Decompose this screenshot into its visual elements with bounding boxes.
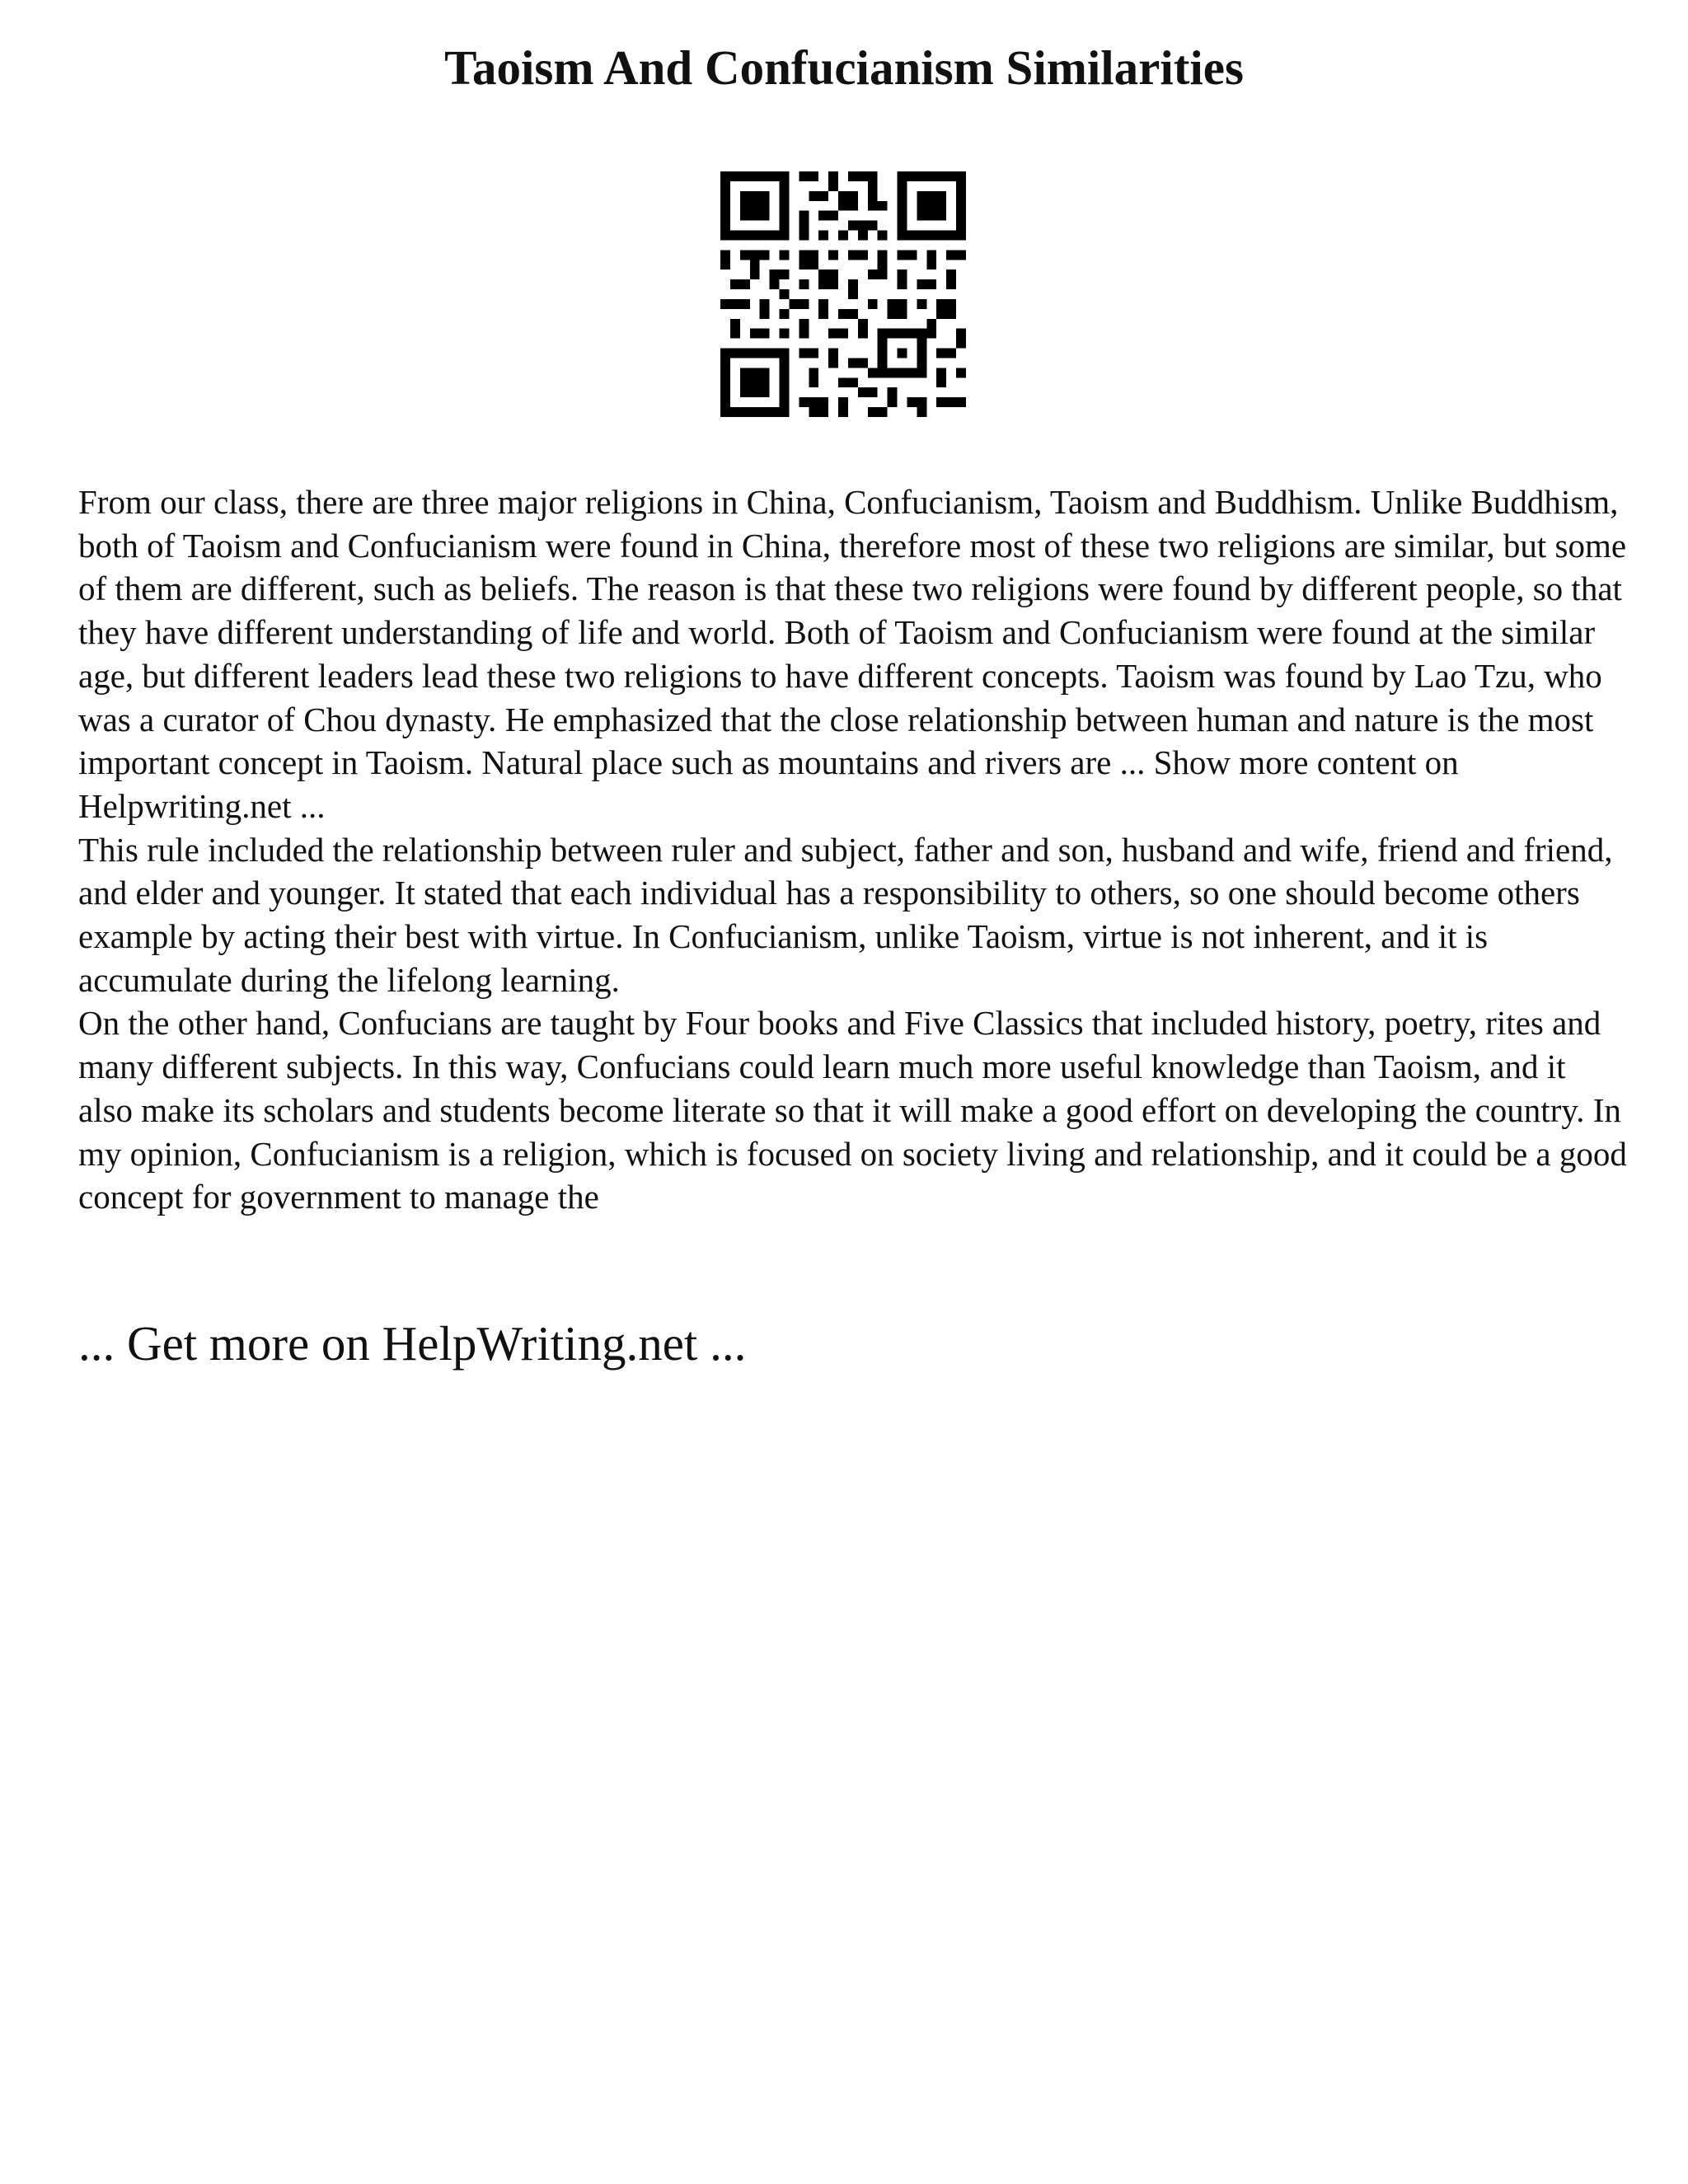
qr-code-icon xyxy=(720,171,966,417)
page-title: Taoism And Confucianism Similarities xyxy=(444,40,1244,95)
paragraph-1: From our class, there are three major religions in China, Confucianism, Taoism and Buddhism. Unlike Buddhism, both of Taoism and Confucianism were found in China, therefore most of these two religions are similar, but some of them are different, such as beliefs. The reason is that these two religions were found by different people, so that they have different understanding of life and world. Both of Taoism and Confucianism were found at the similar age, but different leaders lead these two religions to have different concepts. Taoism was found by Lao Tzu, who was a curator of Chou dynasty. He emphasized that the close relationship between human and nature is the most important concept in Taoism. Natural place such as mountains and rivers are ... Show more content on Helpwriting.net ... xyxy=(78,483,1627,825)
get-more-link[interactable]: ... Get more on HelpWriting.net ... xyxy=(78,1316,747,1371)
paragraph-2: This rule included the relationship between ruler and subject, father and son, husband and wife, friend and friend, and elder and younger. It stated that each individual has a responsibility to others, so one should become others example by acting their best with virtue. In Confucianism, unlike Taoism, virtue is not inherent, and it is accumulate during the lifelong learning. xyxy=(78,830,1613,999)
article-body xyxy=(78,480,1628,1219)
paragraph-3: On the other hand, Confucians are taught by Four books and Five Classics that included history, poetry, rites and many different subjects. In this way, Confucians could learn much more useful knowledge than Taoism, and it also make its scholars and students become literate so that it will make a good effort on developing the country. In my opinion, Confucianism is a religion, which is focused on society living and relationship, and it could be a good concept for government to manage the xyxy=(78,1004,1627,1216)
